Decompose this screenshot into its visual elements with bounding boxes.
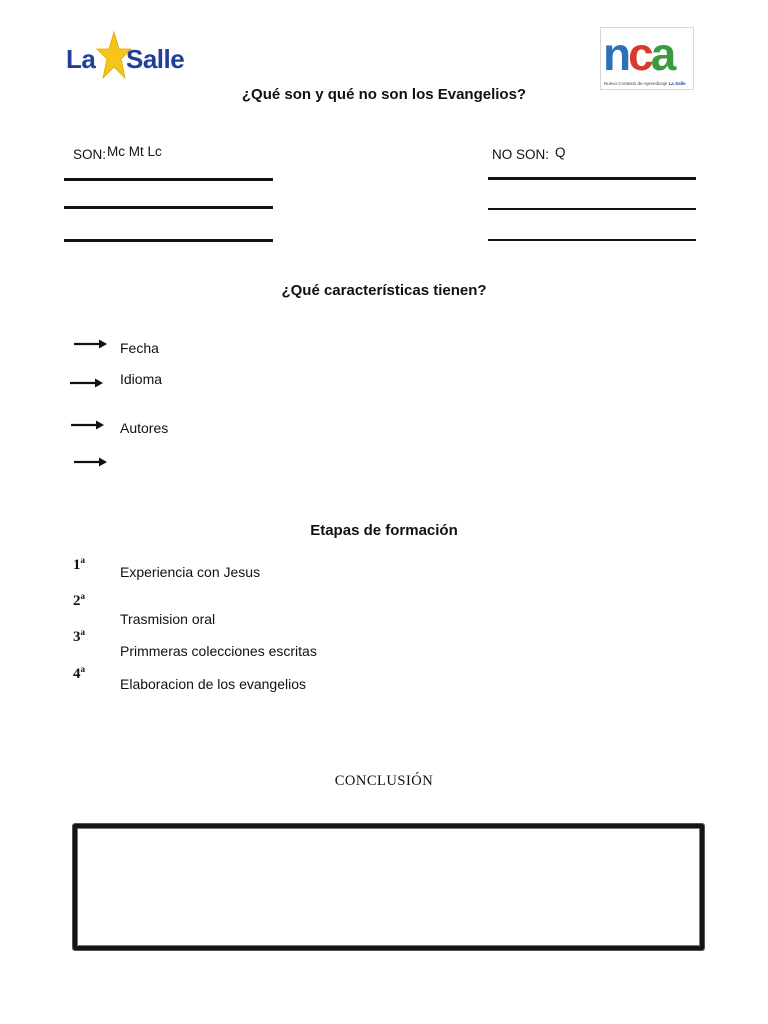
noson-answer-line-3: [488, 239, 696, 241]
nca-tagline-brand: La Salle: [668, 81, 686, 86]
stage-number-2-digit: 2: [73, 593, 81, 609]
stage-text-2: Trasmision oral: [120, 611, 216, 627]
noson-answer: Q: [555, 145, 566, 160]
son-answer-line-1: [64, 178, 273, 181]
lasalle-logo-word-salle: Salle: [126, 44, 185, 74]
son-answer-line-2: [64, 206, 273, 209]
stage-number-2: [73, 591, 85, 610]
stage-number-4-digit: 4: [73, 666, 81, 682]
noson-label: NO SON:: [492, 147, 550, 162]
characteristic-item-1: Fecha: [120, 340, 159, 356]
nca-letter-n: n: [603, 28, 629, 80]
conclusion-box[interactable]: [73, 824, 704, 950]
arrow-right-icon: [74, 338, 108, 350]
nca-letter-c: c: [628, 28, 651, 80]
characteristic-item-3: Autores: [120, 420, 169, 436]
stage-number-3-suffix: a: [80, 627, 85, 637]
noson-answer-line-1: [488, 177, 696, 180]
stage-number-1: [73, 555, 85, 574]
son-label: SON:: [73, 147, 107, 162]
section3-title: Etapas de formación: [310, 522, 458, 539]
nca-logo-letters: [603, 28, 673, 80]
section1-title: ¿Qué son y qué no son los Evangelios?: [241, 86, 527, 103]
noson-answer-line-2: [488, 208, 696, 210]
stage-text-3: Primmeras colecciones escritas: [120, 643, 317, 659]
son-answer: Mc Mt Lc: [107, 144, 162, 159]
stage-number-3: [73, 627, 85, 646]
son-answer-line-3: [64, 239, 273, 242]
stage-number-2-suffix: a: [80, 591, 85, 601]
arrow-right-icon: [70, 377, 104, 389]
stage-number-4: [73, 664, 85, 683]
nca-logo: [600, 27, 694, 90]
lasalle-logo: [64, 30, 194, 85]
lasalle-logo-word-la: La: [66, 44, 96, 74]
stage-text-4: Elaboracion de los evangelios: [120, 676, 307, 692]
conclusion-title: CONCLUSIÓN: [334, 773, 434, 789]
arrow-right-icon: [71, 419, 105, 431]
stage-number-4-suffix: a: [80, 664, 85, 674]
stage-number-3-digit: 3: [73, 629, 81, 645]
stage-text-1: Experiencia con Jesus: [120, 564, 261, 580]
stage-number-1-suffix: a: [80, 555, 85, 565]
section2-title: ¿Qué características tienen?: [281, 282, 487, 299]
characteristic-item-2: Idioma: [120, 371, 163, 387]
nca-letter-a: a: [650, 28, 674, 80]
stage-number-1-digit: 1: [73, 557, 81, 573]
nca-tagline-text: Nuevo Contexto de Aprendizaje: [604, 81, 668, 86]
arrow-right-icon: [74, 456, 108, 468]
